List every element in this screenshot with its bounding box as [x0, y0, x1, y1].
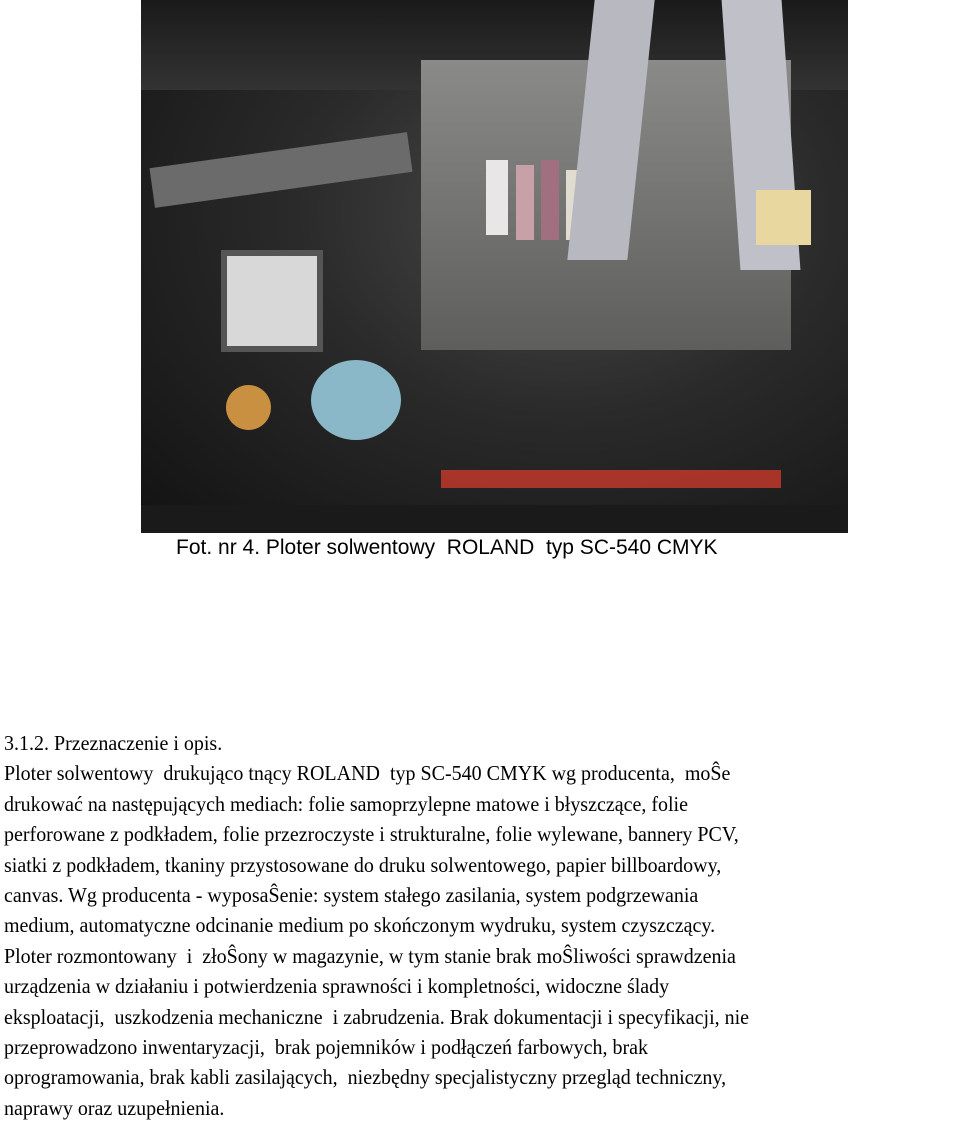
- printer-photo: [141, 0, 848, 533]
- paragraph-line: drukować na następujących mediach: folie samoprzylepne matowe i błyszczące, folie: [4, 791, 688, 816]
- paragraph-line: urządzenia w działaniu i potwierdzenia sprawności i kompletności, widoczne ślady: [4, 974, 670, 999]
- section-heading: 3.1.2. Przeznaczenie i opis.: [4, 731, 223, 755]
- paragraph-line: medium, automatyczne odcinanie medium po skończonym wydruku, system czyszczący.: [4, 913, 716, 938]
- paragraph-line: perforowane z podkładem, folie przezroczyste i strukturalne, folie wylewane, bannery PCV,: [4, 822, 739, 847]
- paragraph-line: przeprowadzono inwentaryzacji, brak pojemników i podłączeń farbowych, brak: [4, 1035, 649, 1060]
- paragraph-line: naprawy oraz uzupełnienia.: [4, 1095, 225, 1120]
- photo-caption: Fot. nr 4. Ploter solwentowy ROLAND typ SC-540 CMYK: [176, 536, 718, 559]
- paragraph-line: Ploter solwentowy drukująco tnący ROLAND typ SC-540 CMYK wg producenta, moŜe: [4, 761, 731, 786]
- description-section: [4, 728, 805, 1123]
- paragraph-line: oprogramowania, brak kabli zasilających, niezbędny specjalistyczny przegląd techniczny,: [4, 1065, 727, 1090]
- paragraph-line: eksploatacji, uszkodzenia mechaniczne i zabrudzenia. Brak dokumentacji i specyfikacji, nie: [4, 1004, 750, 1029]
- paragraph-line: siatki z podkładem, tkaniny przystosowane do druku solwentowego, papier billboardowy,: [4, 852, 722, 877]
- paragraph-line: canvas. Wg producenta - wyposaŜenie: system stałego zasilania, system podgrzewania: [4, 883, 699, 908]
- paragraph-line: Ploter rozmontowany i złoŜony w magazynie, w tym stanie brak moŜliwości sprawdzenia: [4, 943, 736, 968]
